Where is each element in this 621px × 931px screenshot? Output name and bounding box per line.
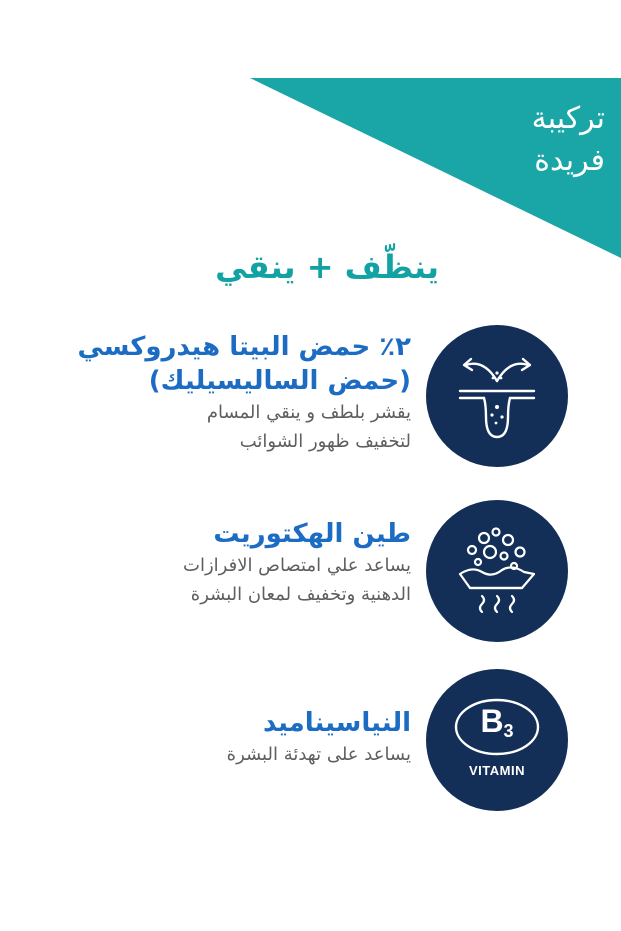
vitamin-subscript: 3 bbox=[503, 721, 514, 741]
ingredient-description: يقشر بلطف و ينقي المسام bbox=[206, 402, 411, 423]
corner-label bbox=[405, 98, 605, 182]
ingredient-title: النياسيناميد bbox=[263, 708, 411, 738]
ingredient-description: يساعد علي امتصاص الافرازات bbox=[183, 555, 411, 576]
ingredient-item-niacinamide bbox=[11, 706, 411, 769]
vitamin-label: VITAMIN bbox=[469, 763, 525, 778]
ingredient-item-bha bbox=[11, 330, 411, 456]
ingredient-item-hectorite bbox=[11, 517, 411, 609]
ingredient-description: يساعد على تهدئة البشرة bbox=[226, 744, 411, 765]
vitamin-badge-text bbox=[426, 703, 568, 742]
oil-absorbing-clay-icon bbox=[426, 500, 568, 642]
ingredient-description: الدهنية وتخفيف لمعان البشرة bbox=[190, 584, 411, 605]
corner-label-line1: تركيبة bbox=[531, 101, 605, 136]
vitamin-b3-icon bbox=[426, 669, 568, 811]
ingredient-title: (حمض الساليسيليك) bbox=[148, 366, 411, 396]
corner-label-line2: فريدة bbox=[534, 143, 605, 178]
ingredient-title: طين الهكتوريت bbox=[213, 519, 411, 549]
pore-cleansing-icon bbox=[426, 325, 568, 467]
ingredient-title: ٢٪ حمض البيتا هيدروكسي bbox=[77, 332, 411, 362]
page-headline: ينظّف + ينقي bbox=[215, 248, 439, 286]
vitamin-letter: B bbox=[480, 703, 504, 739]
ingredient-description: لتخفيف ظهور الشوائب bbox=[239, 431, 411, 452]
